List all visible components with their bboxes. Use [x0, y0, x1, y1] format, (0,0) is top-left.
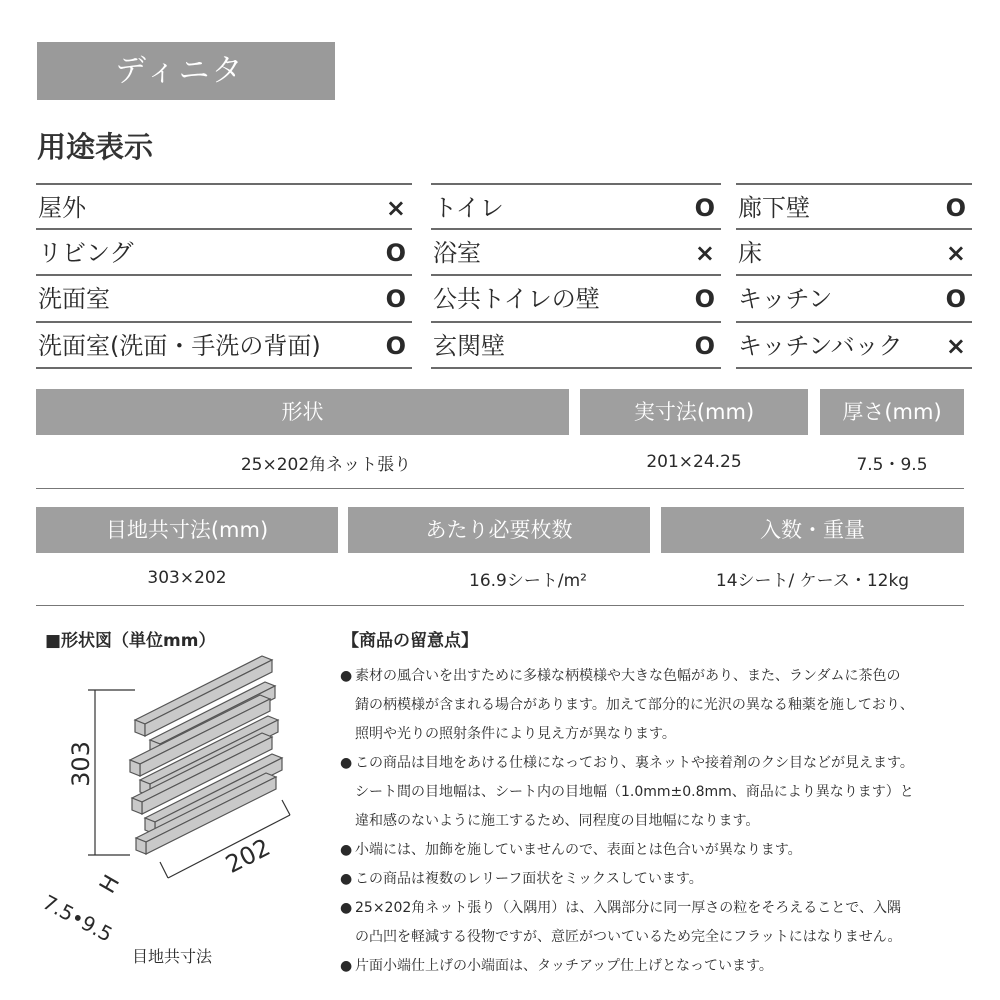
usage-row [736, 323, 972, 370]
note-item [340, 865, 980, 894]
usage-label: 廊下壁 [738, 194, 810, 222]
actual-size-header: 実寸法(mm) [580, 389, 808, 435]
bullet: ● [340, 668, 353, 684]
usage-column-3 [736, 183, 972, 369]
figure-title: ■形状図（単位mm） [45, 631, 216, 651]
usage-row [431, 323, 721, 370]
usage-label: トイレ [433, 194, 504, 222]
notes-title: 【商品の留意点】 [342, 631, 478, 651]
usage-label: 玄関壁 [433, 331, 505, 360]
width-label: 202 [221, 833, 275, 879]
quantity-weight-header: 入数・重量 [661, 507, 964, 553]
usage-row [36, 323, 412, 370]
joint-size-header: 目地共寸法(mm) [36, 507, 338, 553]
usage-row [431, 276, 721, 323]
thickness-value: 7.5・9.5 [856, 455, 928, 475]
note-item [340, 894, 980, 952]
usage-mark: O [945, 194, 966, 222]
required-sheets-header: あたり必要枚数 [348, 507, 650, 553]
usage-mark: O [694, 285, 715, 313]
note-text: 錆の柄模様が含まれる場合があります。加えて部分的に光沢の異なる釉薬を施しており、 [355, 697, 914, 713]
usage-label: 屋外 [38, 194, 86, 222]
usage-mark: O [945, 285, 966, 313]
note-item [340, 662, 980, 749]
note-text: 25×202角ネット張り（入隅用）は、入隅部分に同一厚さの粒をそろえることで、入隅 [355, 900, 901, 916]
usage-mark: × [385, 194, 406, 222]
series-name-badge: ディニタ [37, 42, 335, 100]
note-text: 小端には、加飾を施していませんので、表面とは色合いが異なります。 [355, 842, 802, 858]
usage-label: キッチン [738, 285, 833, 313]
usage-label: 洗面室 [38, 285, 110, 313]
note-line [340, 894, 980, 923]
tile-sheet-drawing [40, 650, 340, 950]
thickness-mark: H [95, 871, 126, 898]
usage-mark: × [945, 331, 966, 360]
note-item [340, 749, 980, 836]
note-line [340, 749, 980, 778]
usage-mark: O [694, 194, 715, 222]
note-text: この商品は複数のレリーフ面状をミックスしています。 [355, 871, 703, 887]
actual-size-value: 201×24.25 [646, 452, 742, 472]
usage-row [36, 183, 412, 230]
thickness-header: 厚さ(mm) [820, 389, 964, 435]
note-text: の凸凹を軽減する役物ですが、意匠がついているため完全にフラットにはなりません。 [355, 929, 902, 945]
usage-column-1 [36, 183, 412, 369]
usage-row [736, 230, 972, 277]
usage-mark: O [385, 331, 406, 360]
joint-size-value: 303×202 [147, 568, 227, 588]
usage-mark: × [945, 238, 966, 267]
usage-label: 床 [738, 238, 762, 267]
shape-value: 25×202角ネット張り [240, 455, 412, 475]
usage-mark: × [694, 238, 715, 267]
bullet: ● [340, 755, 353, 771]
note-line [340, 865, 980, 894]
note-item [340, 836, 980, 865]
usage-mark: O [385, 238, 406, 267]
divider [36, 605, 964, 606]
usage-row [36, 230, 412, 277]
usage-row [736, 183, 972, 230]
shape-header: 形状 [36, 389, 569, 435]
usage-mark: O [694, 331, 715, 360]
usage-label: キッチンバック [738, 331, 903, 360]
usage-row [36, 276, 412, 323]
usage-row [736, 276, 972, 323]
figure-caption: 目地共寸法 [132, 947, 213, 966]
usage-label: 公共トイレの壁 [433, 285, 600, 313]
height-label: 303 [66, 741, 95, 787]
note-text: この商品は目地をあける仕様になっており、裏ネットや接着剤のクシ目などが見えます。 [355, 755, 914, 771]
usage-row [431, 230, 721, 277]
note-text: 照明や光りの照射条件により見え方が異なります。 [355, 726, 676, 742]
usage-title: 用途表示 [37, 130, 154, 164]
note-line [340, 952, 980, 981]
note-line [340, 836, 980, 865]
usage-mark: O [385, 285, 406, 313]
note-text: シート間の目地幅は、シート内の目地幅（1.0mm±0.8mm、商品により異なります）と [355, 784, 914, 800]
note-text: 片面小端仕上げの小端面は、タッチアップ仕上げとなっています。 [355, 958, 773, 974]
note-line [340, 662, 980, 691]
divider [36, 488, 964, 489]
note-text: 違和感のないように施工するため、同程度の目地幅になります。 [355, 813, 760, 829]
usage-row [431, 183, 721, 230]
usage-label: 洗面室(洗面・手洗の背面) [38, 331, 321, 360]
note-text: 素材の風合いを出すために多様な柄模様や大きな色幅があり、また、ランダムに茶色の [355, 668, 901, 684]
note-item [340, 952, 980, 981]
usage-label: リビング [38, 238, 134, 267]
bullet: ● [340, 958, 353, 974]
bullet: ● [340, 871, 353, 887]
usage-label: 浴室 [433, 238, 481, 267]
required-sheets-value: 16.9シート/m² [469, 571, 587, 591]
notes-list [340, 662, 980, 981]
bullet: ● [340, 900, 353, 916]
quantity-weight-value: 14シート/ ケース・12kg [715, 571, 910, 591]
thickness-label: 7.5•9.5 [38, 890, 117, 947]
usage-column-2 [431, 183, 721, 369]
bullet: ● [340, 842, 353, 858]
shape-diagram [40, 650, 340, 970]
